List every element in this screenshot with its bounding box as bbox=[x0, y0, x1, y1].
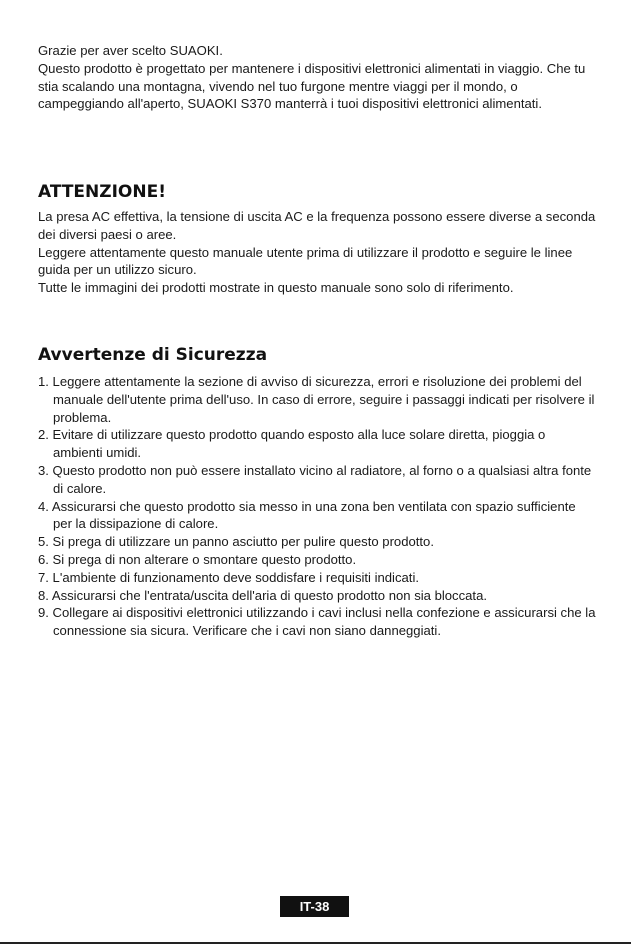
safety-item: 6. Si prega di non alterare o smontare questo prodotto. bbox=[38, 551, 357, 567]
attention-paragraph: La presa AC effettiva, la tensione di uscita AC e la frequenza possono essere diverse a seconda dei diversi paesi o aree. bbox=[38, 209, 596, 242]
safety-item: 3. Questo prodotto non può essere installato vicino al radiatore, al forno o a qualsiasi altra fonte di calore. bbox=[38, 462, 592, 496]
safety-item: 1. Leggere attentamente la sezione di avviso di sicurezza, errori e risoluzione dei problemi del manuale dell'utente prima dell'uso. In caso di errore, seguire i passaggi indicati per risolvere il problema. bbox=[38, 374, 595, 425]
safety-item: 4. Assicurarsi che questo prodotto sia messo in una zona ben ventilata con spazio sufficiente per la dissipazione di calore. bbox=[38, 498, 576, 532]
attention-paragraph: Leggere attentamente questo manuale utente prima di utilizzare il prodotto e seguire le linee guida per un utilizzo sicuro. bbox=[38, 244, 573, 278]
intro-greeting: Grazie per aver scelto SUAOKI. bbox=[38, 43, 223, 58]
safety-list bbox=[38, 373, 596, 640]
safety-item: 5. Si prega di utilizzare un panno asciutto per pulire questo prodotto. bbox=[38, 534, 434, 550]
safety-section bbox=[38, 345, 596, 640]
attention-heading: ATTENZIONE! bbox=[38, 182, 166, 202]
safety-item: 7. L'ambiente di funzionamento deve soddisfare i requisiti indicati. bbox=[38, 569, 419, 585]
safety-item: 8. Assicurarsi che l'entrata/uscita dell'aria di questo prodotto non sia bloccata. bbox=[38, 587, 487, 603]
safety-item: 9. Collegare ai dispositivi elettronici utilizzando i cavi inclusi nella confezione e assicurarsi che la connessione sia sicura. Verificare che i cavi non siano danneggiati. bbox=[38, 605, 596, 639]
page-number-badge: IT-38 bbox=[280, 896, 349, 917]
intro-description: Questo prodotto è progettato per mantenere i dispositivi elettronici alimentati in viaggio. Che tu stia scalando una montagna, vivendo nel tuo furgone mentre viaggi per il mondo, o campeggiando all'aperto, SUAOKI S370 manterrà i tuoi dispositivi elettronici alimentati. bbox=[38, 60, 586, 112]
safety-heading: Avvertenze di Sicurezza bbox=[38, 345, 268, 365]
bottom-divider bbox=[0, 942, 631, 944]
attention-paragraph: Tutte le immagini dei prodotti mostrate in questo manuale sono solo di riferimento. bbox=[38, 280, 514, 296]
attention-section bbox=[38, 182, 596, 297]
safety-item: 2. Evitare di utilizzare questo prodotto quando esposto alla luce solare diretta, pioggia o ambienti umidi. bbox=[38, 427, 546, 461]
intro-section bbox=[38, 42, 596, 113]
